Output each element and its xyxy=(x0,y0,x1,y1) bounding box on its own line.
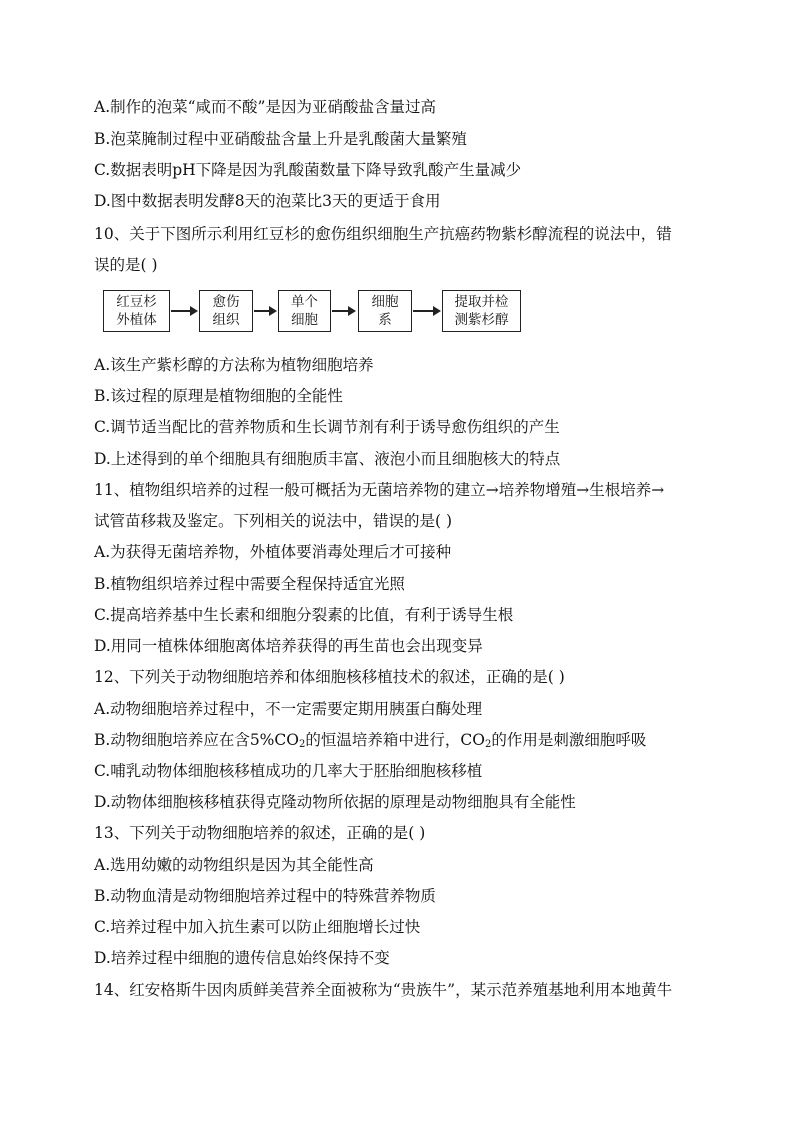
q13-option-a: A.选用幼嫩的动物组织是因为其全能性高 xyxy=(94,856,374,874)
q11-stem-line1: 11、植物组织培养的过程一般可概括为无菌培养物的建立→培养物增殖→生根培养→ xyxy=(94,481,665,499)
q9-option-b: B.泡菜腌制过程中亚硝酸盐含量上升是乳酸菌大量繁殖 xyxy=(94,130,467,148)
q9-option-d: D.图中数据表明发酵8天的泡菜比3天的更适于食用 xyxy=(94,192,441,210)
q13-option-c: C.培养过程中加入抗生素可以防止细胞增长过快 xyxy=(94,918,421,936)
q12-option-c: C.哺乳动物体细胞核移植成功的几率大于胚胎细胞核移植 xyxy=(94,762,483,780)
q12-option-b: B.动物细胞培养应在含$5\%CO_2$的恒温培养箱中进行，$CO_2$的作用是刺激细胞呼吸 xyxy=(94,731,647,750)
q12-option-d: D.动物体细胞核移植获得克隆动物所依据的原理是动物细胞具有全能性 xyxy=(94,793,576,811)
flow-box-explant: 红豆杉 外植体 xyxy=(103,290,170,332)
flow-arrow-4 xyxy=(413,310,439,312)
q11-option-b: B.植物组织培养过程中需要全程保持适宜光照 xyxy=(94,575,405,593)
q10-stem-line1: 10、关于下图所示利用红豆杉的愈伤组织细胞生产抗癌药物紫杉醇流程的说法中，错 xyxy=(94,225,672,243)
flow-arrow-1 xyxy=(171,310,196,312)
flow-arrow-3 xyxy=(332,310,354,312)
q12-stem: 12、下列关于动物细胞培养和体细胞核移植技术的叙述，正确的是( ) xyxy=(94,668,565,686)
flow-arrow-2 xyxy=(254,310,275,312)
q10-option-d: D.上述得到的单个细胞具有细胞质丰富、液泡小而且细胞核大的特点 xyxy=(94,450,561,468)
flow-box-single-cell: 单个 细胞 xyxy=(278,290,331,332)
q10-flow-diagram xyxy=(103,290,683,338)
q10-option-c: C.调节适当配比的营养物质和生长调节剂有利于诱导愈伤组织的产生 xyxy=(94,418,560,436)
q11-option-a: A.为获得无菌培养物，外植体要消毒处理后才可接种 xyxy=(94,543,452,561)
q11-stem-line2: 试管苗移栽及鉴定。下列相关的说法中，错误的是( ) xyxy=(94,512,453,530)
q13-option-d: D.培养过程中细胞的遗传信息始终保持不变 xyxy=(94,949,390,967)
q10-option-b: B.该过程的原理是植物细胞的全能性 xyxy=(94,387,343,405)
q11-option-c: C.提高培养基中生长素和细胞分裂素的比值，有利于诱导生根 xyxy=(94,606,514,624)
q14-stem: 14、红安格斯牛因肉质鲜美营养全面被称为“贵族牛”，某示范养殖基地利用本地黄牛 xyxy=(94,981,673,999)
q12-option-a: A.动物细胞培养过程中，不一定需要定期用胰蛋白酶处理 xyxy=(94,700,483,718)
q13-stem: 13、下列关于动物细胞培养的叙述，正确的是( ) xyxy=(94,824,426,842)
q9-option-a: A.制作的泡菜“咸而不酸”是因为亚硝酸盐含量过高 xyxy=(94,98,436,116)
q9-option-c: C.数据表明pH下降是因为乳酸菌数量下降导致乳酸产生量减少 xyxy=(94,161,522,179)
q11-option-d: D.用同一植株体细胞离体培养获得的再生苗也会出现变异 xyxy=(94,637,483,655)
flow-box-extract: 提取并检 测紫杉醇 xyxy=(442,290,521,332)
flow-box-callus: 愈伤 组织 xyxy=(199,290,253,332)
q10-stem-line2: 误的是( ) xyxy=(94,256,158,274)
flow-box-cell-line: 细胞 系 xyxy=(358,290,412,332)
q10-option-a: A.该生产紫杉醇的方法称为植物细胞培养 xyxy=(94,356,374,374)
q13-option-b: B.动物血清是动物细胞培养过程中的特殊营养物质 xyxy=(94,887,436,905)
